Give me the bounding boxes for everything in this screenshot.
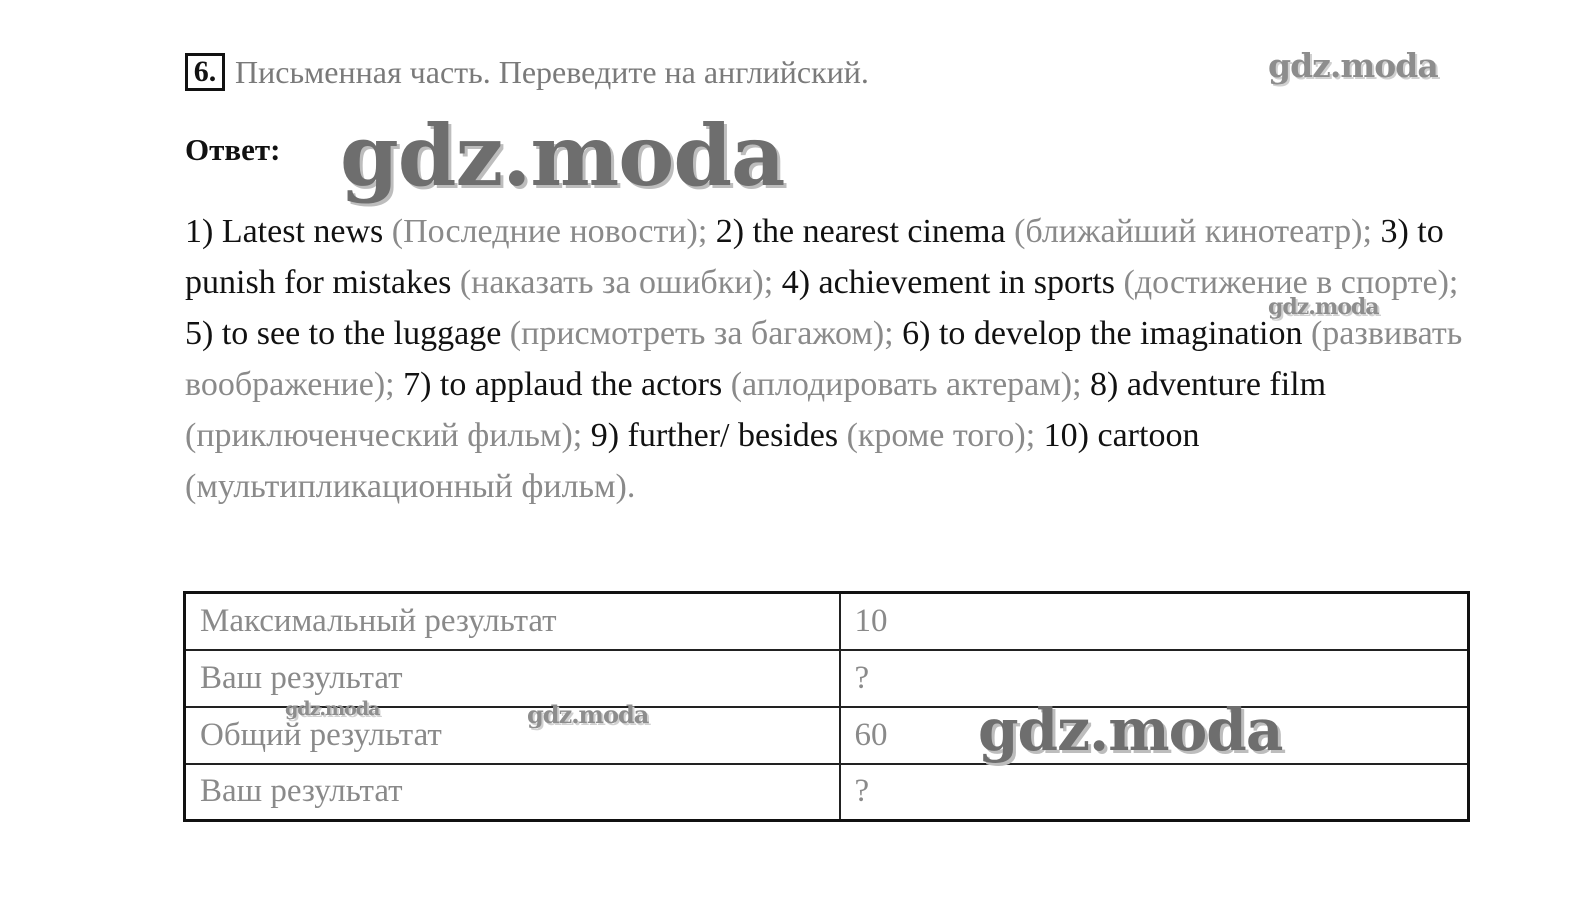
watermark-large: gdz.moda [340, 106, 785, 205]
result-value: ? [840, 764, 1469, 821]
answer-item [185, 315, 894, 352]
answer-en: 3) to punish for mistakes [185, 213, 1444, 301]
answer-en: 6) to develop the imagination [902, 315, 1303, 352]
answer-en: 9) further/ besides [590, 417, 839, 454]
answer-ru: (Последние новости); [391, 213, 708, 250]
answer-en: 2) the nearest cinema [715, 213, 1006, 250]
answer-text [185, 206, 1475, 512]
answer-en: 8) adventure film [1090, 366, 1327, 403]
answer-item [591, 417, 1035, 454]
answer-en: 7) to applaud the actors [403, 366, 723, 403]
answer-ru: (наказать за ошибки); [459, 264, 774, 301]
table-row [185, 764, 1469, 821]
task-header [185, 50, 869, 94]
answer-en: 10) cartoon [1043, 417, 1200, 454]
answer-item [716, 213, 1372, 250]
answer-ru: (достижение в спорте); [1123, 264, 1459, 301]
answer-ru: (присмотреть за багажом); [509, 315, 894, 352]
answer-item [185, 213, 707, 250]
result-value: ? [840, 650, 1469, 707]
answer-label: Ответ: [185, 132, 281, 167]
answer-ru: (аплодировать актерам); [730, 366, 1082, 403]
watermark-top-right: gdz.moda [1268, 46, 1438, 85]
answer-ru: (развивать воображение); [185, 315, 1463, 403]
watermark-table-left: gdz.moda [285, 698, 380, 720]
answer-ru: (ближайший кинотеатр); [1014, 213, 1372, 250]
answer-ru: (мультипликационный фильм). [185, 468, 636, 505]
answer-item [403, 366, 1081, 403]
table-row [185, 593, 1469, 650]
task-number: 6. [185, 53, 225, 91]
answer-ru: (кроме того); [846, 417, 1036, 454]
result-value: 60 [840, 707, 1469, 764]
result-label: Общий результат [185, 707, 840, 764]
answer-en: 5) to see to the luggage [185, 315, 502, 352]
task-title: Письменная часть. Переведите на английский. [235, 53, 869, 90]
answer-en: 1) Latest news [185, 213, 384, 250]
result-label: Ваш результат [185, 650, 840, 707]
answer-en: 4) achievement in sports [781, 264, 1115, 301]
watermark-table-center: gdz.moda [527, 700, 649, 729]
watermark-middle: gdz.moda [1268, 294, 1379, 320]
result-value: 10 [840, 593, 1469, 650]
result-label: Максимальный результат [185, 593, 840, 650]
result-label: Ваш результат [185, 764, 840, 821]
watermark-table-right: gdz.moda [978, 696, 1283, 764]
answer-ru: (приключенческий фильм); [185, 417, 583, 454]
